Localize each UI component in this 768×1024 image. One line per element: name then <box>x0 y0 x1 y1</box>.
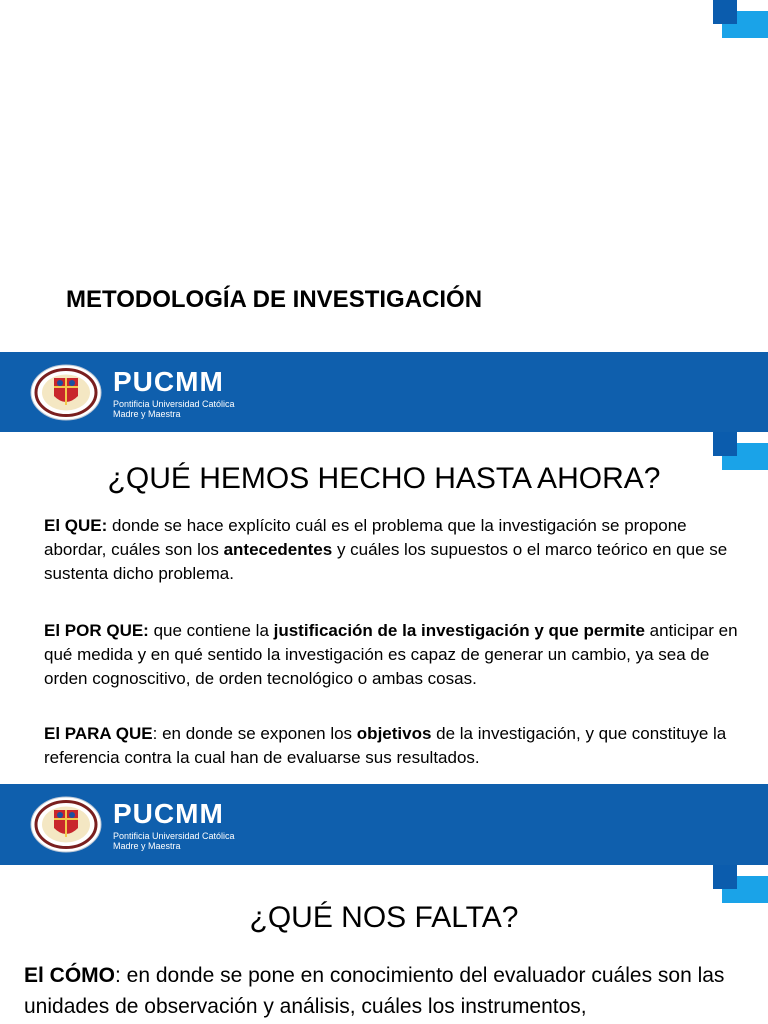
que-bold-1: antecedentes <box>223 540 333 559</box>
paragraph-paraque <box>44 722 744 770</box>
slide-title-text: METODOLOGÍA DE INVESTIGACIÓN <box>66 286 483 313</box>
brand-subtitle-line2: Madre y Maestra <box>113 409 181 419</box>
brand-subtitle-line1: Pontificia Universidad Católica <box>113 831 235 841</box>
university-seal-icon <box>30 796 102 853</box>
slide-title <box>0 0 768 352</box>
brand-name: PUCMM <box>113 366 224 397</box>
brand-subtitle <box>113 399 235 419</box>
brand-subtitle-line1: Pontificia Universidad Católica <box>113 399 235 409</box>
corner-square-dark <box>713 432 737 456</box>
slide-progress <box>0 432 768 784</box>
paraque-text-2: de la investigación, y que constituye la referencia contra la cual han de evaluarse sus resultados. <box>44 724 727 767</box>
label-porque: El POR QUE: <box>44 621 149 640</box>
label-que: El QUE: <box>44 516 108 535</box>
corner-square-dark <box>713 865 737 889</box>
corner-decoration <box>710 0 768 38</box>
pucmm-banner <box>0 784 768 865</box>
corner-square-dark <box>713 0 737 24</box>
paragraph-porque <box>44 619 744 691</box>
como-text-1: : en donde se pone en conocimiento del evaluador cuáles son las unidades de observación y análisis, cuáles los instrumentos, <box>24 964 725 1018</box>
pucmm-banner <box>0 352 768 433</box>
porque-text-1: que contiene la <box>148 621 274 640</box>
slide-pending <box>0 865 768 1024</box>
paraque-bold-1: objetivos <box>356 724 432 743</box>
label-como: El CÓMO <box>24 964 116 987</box>
que-text-2: y cuáles los supuestos o el marco teórico en que se sustenta dicho problema. <box>44 540 728 583</box>
label-paraque: El PARA QUE <box>44 724 153 743</box>
slide-heading: ¿QUÉ NOS FALTA? <box>249 901 519 934</box>
slide-heading: ¿QUÉ HEMOS HECHO HASTA AHORA? <box>107 462 661 495</box>
paragraph-que <box>44 514 744 586</box>
brand-name: PUCMM <box>113 798 224 829</box>
porque-text-2: anticipar en qué medida y en qué sentido la investigación es capaz de generar un cambio, ya sea de orden cognoscitivo, de orden tecnológico o ambas cosas. <box>44 621 738 688</box>
paraque-text-1: : en donde se exponen los <box>152 724 357 743</box>
brand-subtitle <box>113 831 235 851</box>
university-seal-icon <box>30 364 102 421</box>
brand-subtitle-line2: Madre y Maestra <box>113 841 181 851</box>
corner-decoration <box>710 865 768 903</box>
que-text-1: donde se hace explícito cuál es el problema que la investigación se propone abordar, cuáles son los <box>44 516 687 559</box>
paragraph-como <box>24 960 754 1022</box>
porque-bold-1: justificación de la investigación y que permite <box>273 621 645 640</box>
